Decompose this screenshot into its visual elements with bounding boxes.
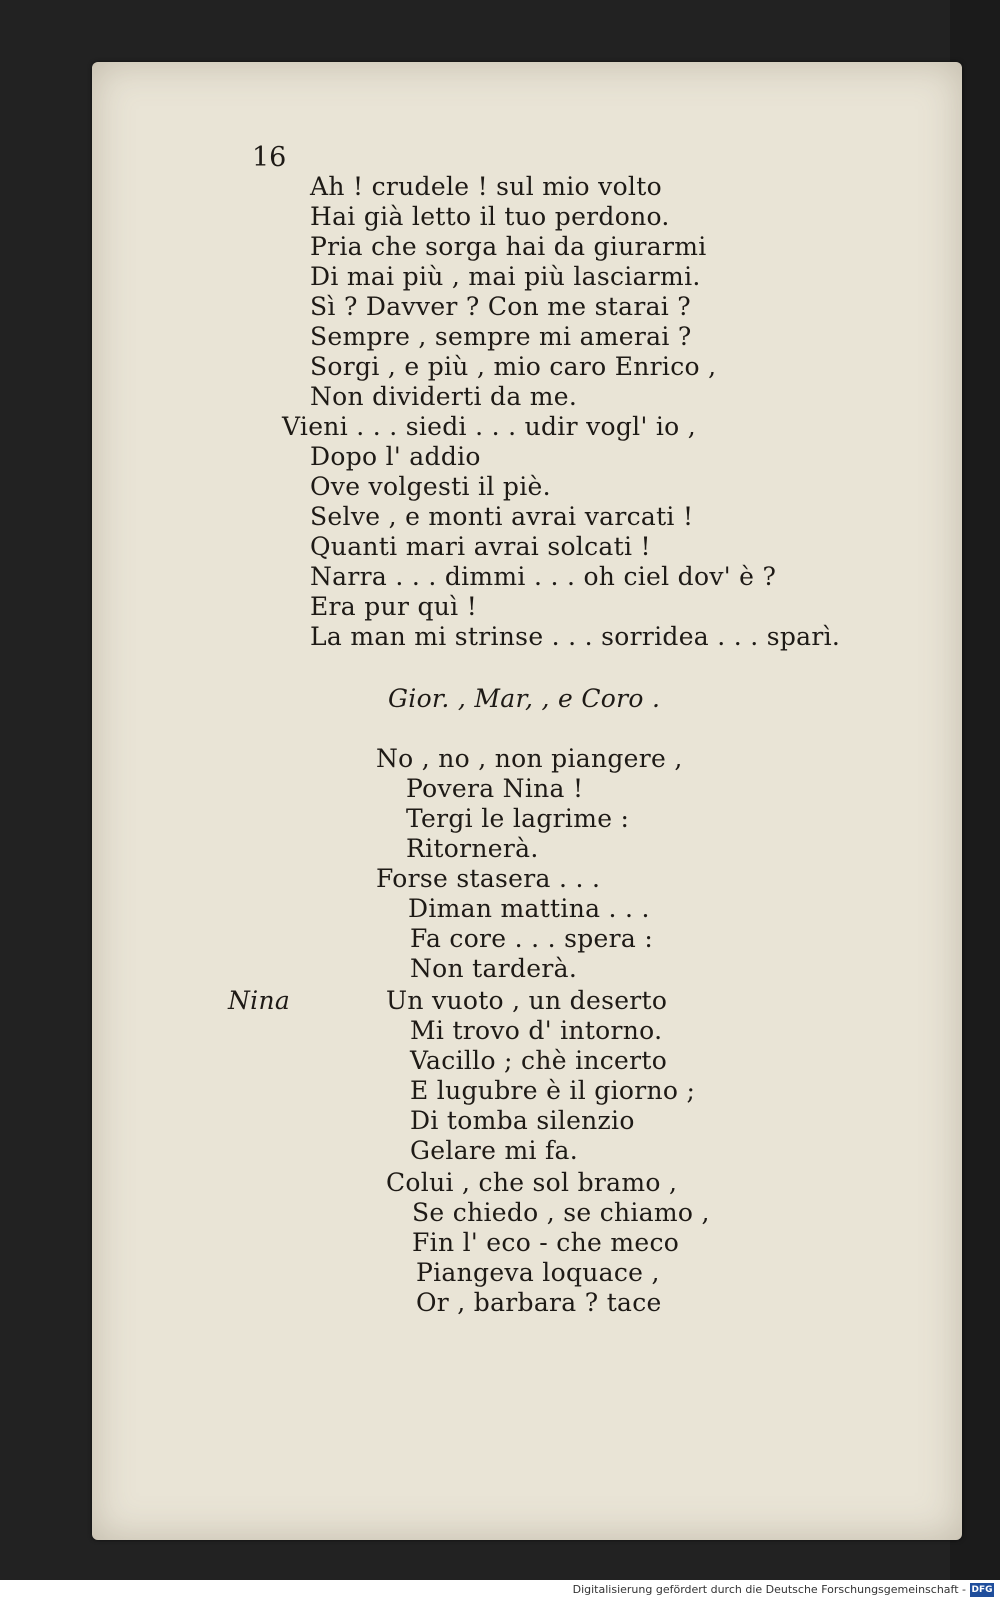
footer-bar (0, 1580, 1000, 1602)
verse-line: La man mi strinse . . . sorridea . . . sparì. (310, 622, 841, 651)
chorus-line: Tergi le lagrime : (406, 804, 630, 833)
nina-line: E lugubre è il giorno ; (410, 1076, 696, 1105)
chorus-line: Fa core . . . spera : (410, 924, 654, 953)
verse-line: Dopo l' addio (310, 442, 481, 471)
verse-line: Narra . . . dimmi . . . oh ciel dov' è ? (310, 562, 777, 591)
verse-line: Ah ! crudele ! sul mio volto (310, 172, 662, 201)
verse-line: Sì ? Davver ? Con me starai ? (310, 292, 692, 321)
verse-line: Ove volgesti il piè. (310, 472, 551, 501)
nina-line: Colui , che sol bramo , (386, 1168, 678, 1197)
nina-line: Gelare mi fa. (410, 1136, 579, 1165)
verse-line: Non dividerti da me. (310, 382, 578, 411)
nina-line: Un vuoto , un deserto (386, 986, 668, 1015)
footer-credit: Digitalisierung gefördert durch die Deutsche Forschungsgemeinschaft - (572, 1583, 966, 1596)
chorus-line: Diman mattina . . . (408, 894, 650, 923)
verse-line: Era pur quì ! (310, 592, 478, 621)
chorus-line: Non tarderà. (410, 954, 578, 983)
chorus-line: Povera Nina ! (406, 774, 584, 803)
chorus-line: Forse stasera . . . (376, 864, 601, 893)
chorus-heading: Gior. , Mar, , e Coro . (388, 684, 661, 713)
dfg-logo: DFG (971, 1585, 993, 1595)
nina-line: Mi trovo d' intorno. (410, 1016, 663, 1045)
chorus-line: No , no , non piangere , (376, 744, 683, 773)
chorus-line: Ritornerà. (406, 834, 539, 863)
nina-line: Di tomba silenzio (410, 1106, 635, 1135)
nina-line: Or , barbara ? tace (416, 1288, 662, 1317)
verse-line: Quanti mari avrai solcati ! (310, 532, 651, 561)
verse-line: Di mai più , mai più lasciarmi. (310, 262, 701, 291)
verse-line: Pria che sorga hai da giurarmi (310, 232, 707, 261)
verse-line: Vieni . . . siedi . . . udir vogl' io , (282, 412, 697, 441)
nina-line: Piangeva loquace , (416, 1258, 660, 1287)
verse-line: Selve , e monti avrai varcati ! (310, 502, 694, 531)
nina-line: Vacillo ; chè incerto (410, 1046, 668, 1075)
verse-line: Sempre , sempre mi amerai ? (310, 322, 692, 351)
verse-line: Sorgi , e più , mio caro Enrico , (310, 352, 717, 381)
speaker-name: Nina (228, 986, 291, 1015)
nina-line: Fin l' eco - che meco (412, 1228, 680, 1257)
nina-line: Se chiedo , se chiamo , (412, 1198, 710, 1227)
page-number: 16 (252, 142, 287, 173)
verse-line: Hai già letto il tuo perdono. (310, 202, 670, 231)
